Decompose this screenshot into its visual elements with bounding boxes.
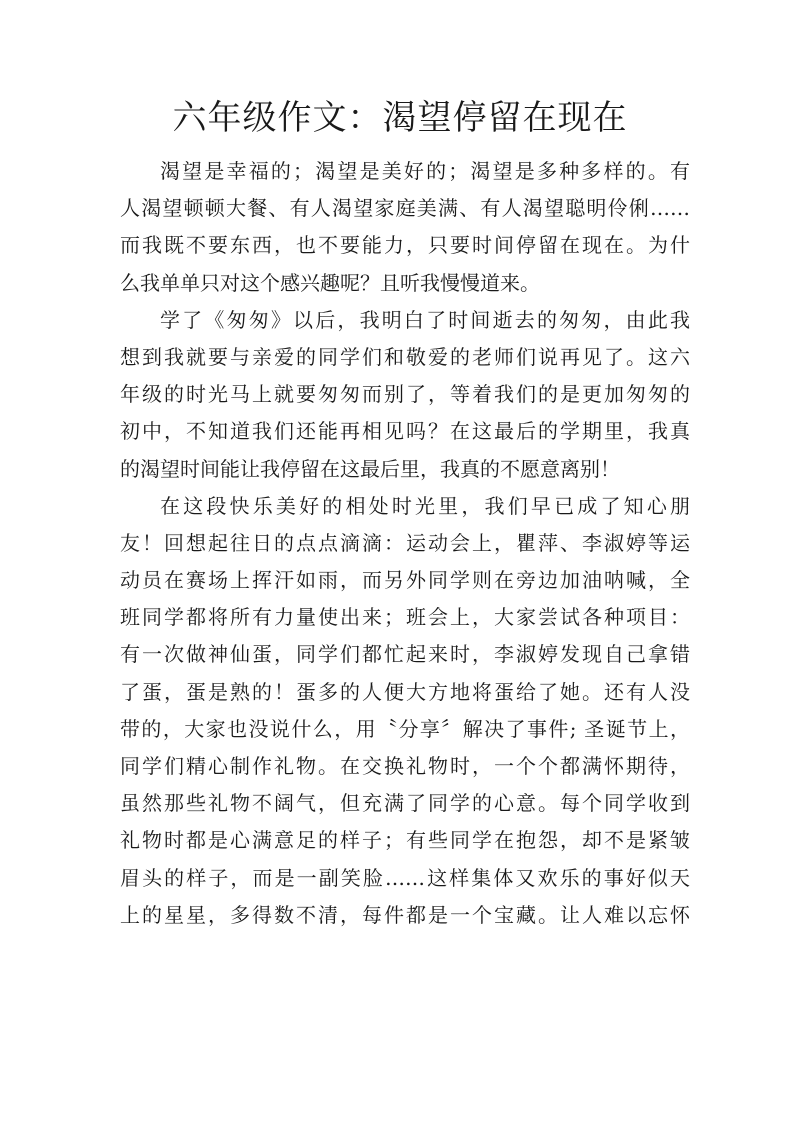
text-line: 而我既不要东西，也不要能力，只要时间停留在现在。为什 — [120, 233, 690, 258]
text-line: 带的，大家也没说什么，用〝分享〞解决了事件; 圣诞节上， — [120, 716, 690, 741]
text-line: 渴望是幸福的；渴望是美好的；渴望是多种多样的。有 — [160, 159, 690, 183]
text-line: 学了《匆匆》以后，我明白了时间逝去的匆匆，由此我 — [160, 307, 690, 332]
text-line: 么我单单只对这个感兴趣呢？且听我慢慢道来。 — [120, 270, 540, 295]
text-line: 的渴望时间能让我停留在这最后里，我真的不愿意离别！ — [120, 456, 620, 481]
text-line: 友！回想起往日的点点滴滴：运动会上，瞿萍、李淑婷等运 — [120, 530, 690, 555]
text-line: 年级的时光马上就要匆匆而别了，等着我们的是更加匆匆的 — [120, 382, 690, 407]
text-line: 上的星星，多得数不清，每件都是一个宝藏。让人难以忘怀 — [120, 902, 690, 927]
text-line: 有一次做神仙蛋，同学们都忙起来时，李淑婷发现自己拿错 — [120, 642, 690, 667]
text-line: 班同学都将所有力量使出来；班会上，大家尝试各种项目： — [120, 605, 690, 630]
text-line: 人渴望顿顿大餐、有人渴望家庭美满、有人渴望聪明伶俐…… — [120, 196, 690, 221]
text-line: 礼物时都是心满意足的样子；有些同学在抱怨，却不是紧皱 — [120, 828, 690, 853]
text-line: 虽然那些礼物不阔气，但充满了同学的心意。每个同学收到 — [120, 791, 690, 816]
text-line: 同学们精心制作礼物。在交换礼物时，一个个都满怀期待， — [120, 754, 690, 778]
text-line: 想到我就要与亲爱的同学们和敬爱的老师们说再见了。这六 — [120, 344, 690, 369]
text-line: 初中，不知道我们还能再相见吗？在这最后的学期里，我真 — [120, 419, 690, 444]
document-title: 六年级作文：渴望停留在现在 — [172, 98, 628, 138]
essay-body — [120, 153, 690, 934]
text-line: 了蛋，蛋是熟的！蛋多的人便大方地将蛋给了她。还有人没 — [120, 679, 690, 704]
text-line: 动员在赛场上挥汗如雨，而另外同学则在旁边加油呐喊，全 — [120, 568, 690, 593]
text-line: 眉头的样子，而是一副笑脸……这样集体又欢乐的事好似天 — [120, 865, 690, 890]
text-line: 在这段快乐美好的相处时光里，我们早已成了知心朋 — [160, 493, 690, 518]
